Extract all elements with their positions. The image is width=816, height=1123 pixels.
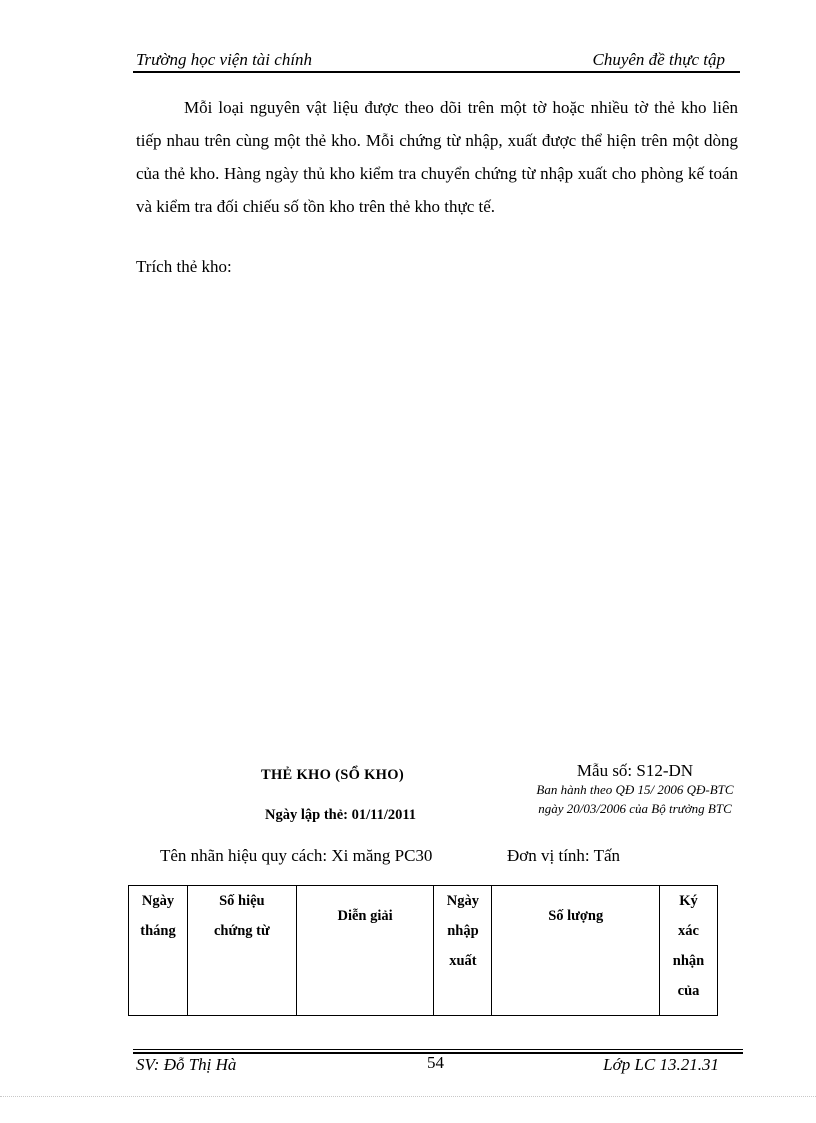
footer-student: SV: Đỗ Thị Hà — [136, 1055, 237, 1074]
col-quantity-label: Số lượng — [548, 908, 604, 924]
col-date-month — [129, 886, 188, 1016]
col-confirmation-line2: xác — [678, 923, 699, 939]
col-import-export-date-line2: nhập — [447, 923, 479, 939]
col-confirmation-line4: của — [677, 983, 700, 999]
col-import-export-date-line1: Ngày — [446, 893, 480, 909]
header-school: Trường học viện tài chính — [136, 50, 313, 69]
table-header-row — [129, 886, 718, 1016]
col-confirmation — [660, 886, 718, 1016]
col-voucher-number — [187, 886, 296, 1016]
page-bottom-edge — [0, 1096, 816, 1097]
col-description-label: Diễn giải — [337, 908, 393, 924]
header-rule — [133, 71, 740, 73]
col-voucher-number-line2: chứng từ — [214, 923, 270, 939]
stock-card-title: THẺ KHO (SỔ KHO) — [261, 767, 404, 783]
legal-basis-line1: Ban hành theo QĐ 15/ 2006 QĐ-BTC — [536, 782, 734, 797]
col-date-month-line2: tháng — [140, 923, 176, 939]
col-import-export-date — [434, 886, 492, 1016]
col-import-export-date-line3: xuất — [449, 953, 477, 969]
stock-card-table — [128, 885, 718, 1016]
body-paragraph-text: Mỗi loại nguyên vật liệu được theo dõi trên một tờ hoặc nhiều tờ thẻ kho liên tiếp nhau trên cùng một thẻ kho. Mỗi chứng từ nhập, xuất được thể hiện trên một dòng của thẻ kho. Hàng ngày thủ kho kiểm tra chuyển chứng từ nhập xuất cho phòng kế toán và kiểm tra đối chiếu số tồn kho trên thẻ kho thực tế. — [136, 98, 738, 216]
footer-page-number: 54 — [427, 1053, 444, 1072]
header-report-type: Chuyên đề thực tập — [592, 50, 725, 69]
footer-rule-thin — [133, 1049, 743, 1050]
col-voucher-number-line1: Số hiệu — [219, 893, 265, 909]
col-confirmation-line1: Ký — [679, 893, 698, 909]
brand-spec: Tên nhãn hiệu quy cách: Xi măng PC30 — [160, 846, 433, 865]
legal-basis-line2: ngày 20/03/2006 của Bộ trưởng BTC — [538, 801, 732, 816]
unit-of-measure: Đơn vị tính: Tấn — [507, 846, 621, 865]
col-description — [296, 886, 434, 1016]
form-number: Mẫu số: S12-DN — [576, 761, 694, 780]
body-paragraph — [136, 91, 738, 223]
col-confirmation-line3: nhận — [672, 953, 705, 969]
stock-card-date: Ngày lập thẻ: 01/11/2011 — [265, 807, 417, 823]
col-quantity — [492, 886, 660, 1016]
footer-class: Lớp LC 13.21.31 — [603, 1055, 719, 1074]
stock-card-caption: Trích thẻ kho: — [136, 257, 232, 276]
col-date-month-line1: Ngày — [141, 893, 175, 909]
